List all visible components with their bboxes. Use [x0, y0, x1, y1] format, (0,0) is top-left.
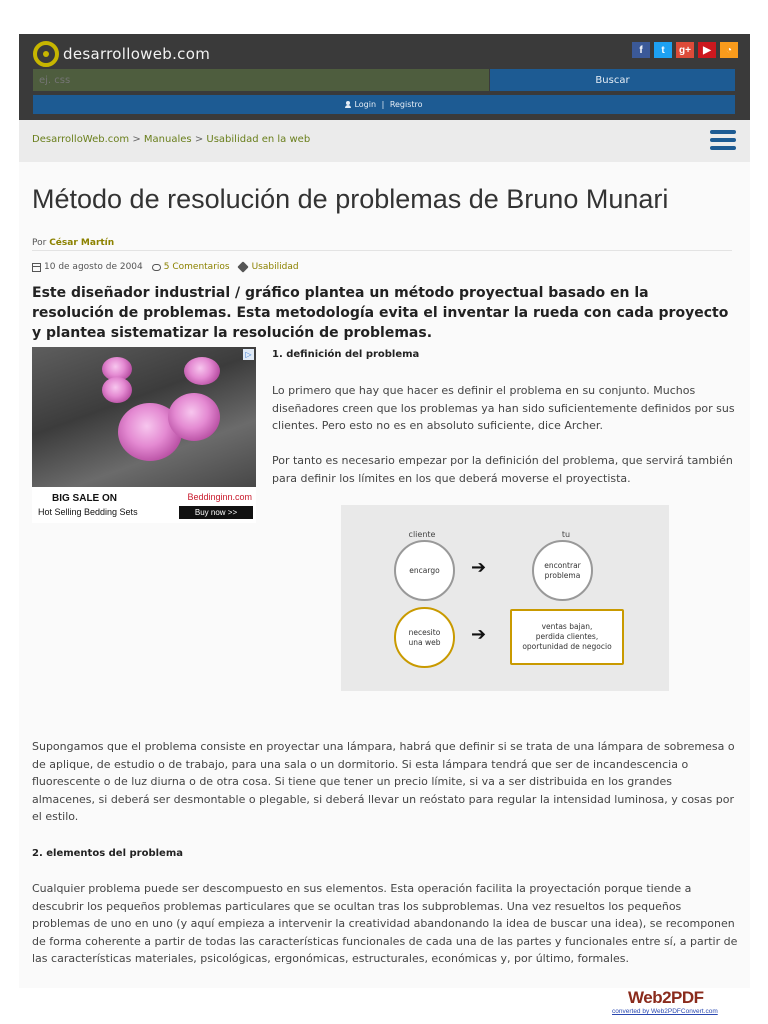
comment-icon — [152, 264, 161, 271]
rss-icon[interactable]: ◔ — [720, 42, 738, 58]
site-logo[interactable] — [33, 39, 210, 69]
login-link[interactable]: Login — [354, 100, 377, 109]
user-icon — [345, 101, 351, 108]
step1-heading: 1. definición del problema — [272, 349, 420, 360]
calendar-icon — [32, 263, 41, 272]
web2pdf-badge[interactable] — [612, 988, 742, 1018]
logo-icon — [33, 41, 59, 67]
category-link[interactable]: Usabilidad — [251, 262, 299, 272]
ad-image — [32, 347, 256, 487]
author-line — [32, 238, 114, 248]
step1-paragraph-2: Por tanto es necesario empezar por la definición del problema, que servirá también para definir los límites en los que deberá moverse el proyectista. — [272, 454, 733, 485]
web2pdf-logo: Web2PDF — [628, 988, 704, 1007]
breadcrumb-usabilidad[interactable]: Usabilidad en la web — [206, 134, 311, 145]
breadcrumb-separator: > — [132, 134, 141, 145]
adchoices-icon[interactable]: ▷ — [243, 349, 254, 360]
register-link[interactable]: Registro — [389, 100, 423, 109]
hamburger-menu-icon[interactable] — [710, 130, 736, 152]
search-button[interactable]: Buscar — [490, 69, 735, 91]
diagram-encargo: encargo — [394, 540, 455, 601]
diagram-necesito-web: necesito una web — [394, 607, 455, 668]
ad-brand: Beddinginn.com — [187, 492, 252, 502]
breadcrumb-home[interactable]: DesarrolloWeb.com — [32, 134, 130, 145]
diagram-encontrar-problema: encontrar problema — [532, 540, 593, 601]
web2pdf-link[interactable]: converted by Web2PDFConvert.com — [612, 1008, 718, 1015]
social-links — [632, 42, 738, 58]
ad-subline: Hot Selling Bedding Sets — [38, 507, 138, 517]
author-prefix: Por — [32, 238, 47, 248]
step2-heading: 2. elementos del problema — [32, 848, 183, 859]
article — [19, 162, 750, 988]
ad-buy-button[interactable]: Buy now >> — [179, 506, 253, 519]
ad-headline: BIG SALE ON — [52, 493, 118, 504]
page-title: Método de resolución de problemas de Bruno Munari — [32, 184, 669, 214]
breadcrumb-manuales[interactable]: Manuales — [143, 134, 192, 145]
ad-footer — [32, 487, 256, 523]
step2-paragraph-1: Cualquier problema puede ser descompuesto en sus elementos. Esta operación facilita la proyectación porque tiende a descubrir los pequeños problemas particulares que se ocultan tras los subproblemas. Una vez resueltos los pequeños problemas de uno en uno (y aquí empieza a intervenir la creatividad abandonando la idea de buscar una idea), se recomponen de forma coherente a partir de todas las características funcionales de cada una de las partes y funcionales entre sí, a partir de las características materiales, psicológicas, ergonómicas, estructurales, económicas y, por último, formales. — [32, 882, 738, 965]
lamp-paragraph: Supongamos que el problema consiste en proyectar una lámpara, habrá que definir si se trata de una lámpara de sobremesa o de aplique, de estudio o de trabajo, para una sala o un dormitorio. Si esta lámpara tendrá que ser de incandescencia o fluorescente o de luz diurna o de otra cosa. Si tiene que tener un precio límite, si va a ser distribuida en los grandes almacenes, si deberá ser desmontable o plegable, si deberá llevar un reóstato para regular la intensidad luminosa, y cosas por el estilo. — [32, 740, 735, 823]
meta-line — [32, 262, 299, 272]
facebook-icon[interactable]: f — [632, 42, 650, 58]
search-input[interactable] — [33, 69, 489, 91]
login-bar — [33, 95, 735, 114]
site-header — [19, 34, 750, 120]
login-separator: | — [379, 100, 387, 109]
googleplus-icon[interactable]: g+ — [676, 42, 694, 58]
breadcrumb — [32, 134, 310, 145]
divider — [32, 250, 732, 251]
step1-paragraph-1: Lo primero que hay que hacer es definir el problema en su conjunto. Muchos diseñadores creen que los problemas ya han sido suficientemente definidos por sus clientes. Pero esto no es en absoluto suficiente, dice Archer. — [272, 384, 735, 432]
arrow-right-icon: ➔ — [471, 557, 487, 578]
breadcrumb-separator: > — [194, 134, 204, 145]
diagram-ventas-bajan: ventas bajan, perdida clientes, oportunidad de negocio — [510, 609, 624, 665]
problem-diagram — [341, 505, 669, 691]
logo-text: desarrolloweb.com — [63, 45, 211, 63]
tag-icon — [237, 261, 248, 272]
twitter-icon[interactable]: t — [654, 42, 672, 58]
comments-link[interactable]: 5 Comentarios — [163, 262, 230, 272]
lead-paragraph: Este diseñador industrial / gráfico plantea un método proyectual basado en la resolución de problemas. Esta metodología evita el inventar la rueda con cada proyecto y plantea sistematizar la resolución de problemas. — [32, 285, 729, 341]
publish-date: 10 de agosto de 2004 — [44, 262, 143, 272]
diagram-label-client: cliente — [408, 530, 436, 539]
advertisement[interactable] — [32, 347, 256, 523]
author-link[interactable]: César Martín — [49, 238, 115, 248]
diagram-label-you: tu — [561, 530, 571, 539]
youtube-icon[interactable]: ▶ — [698, 42, 716, 58]
breadcrumb-bar — [19, 120, 750, 162]
arrow-right-icon: ➔ — [471, 624, 487, 645]
